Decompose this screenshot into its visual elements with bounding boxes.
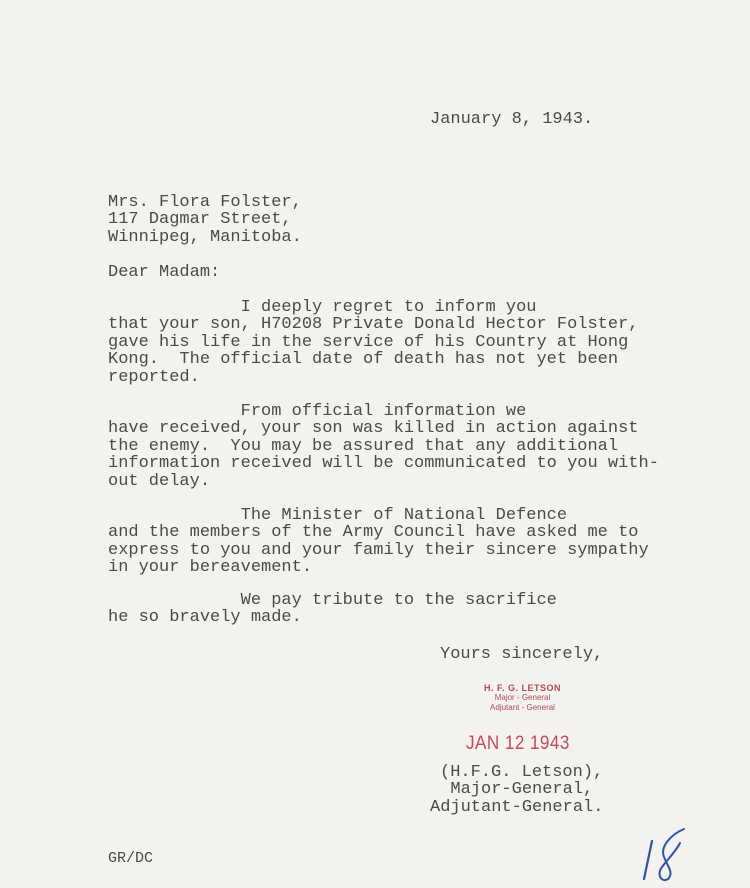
text-line: The Minister of National Defence (108, 506, 568, 525)
text-line: the enemy. You may be assured that any additional (108, 436, 619, 456)
address-line: Mrs. Flora Folster, (108, 193, 302, 212)
typist-initials: GR/DC (108, 850, 154, 867)
paragraph-1 (108, 299, 639, 386)
text-line: have received, your son was killed in action against (108, 419, 639, 439)
recipient-address (108, 194, 302, 246)
stamp-rank: Major - General (494, 693, 551, 702)
text-line: out delay. (108, 471, 211, 491)
text-line: gave his life in the service of his Country at Hong (108, 332, 629, 352)
address-line: 117 Dagmar Street, (108, 210, 292, 230)
paragraph-3 (108, 507, 649, 577)
text-line: and the members of the Army Council have asked me to (108, 523, 639, 543)
text-line: Kong. The official date of death has not yet been (108, 350, 619, 370)
paragraph-2 (108, 403, 659, 490)
text-line: reported. (108, 367, 200, 387)
stamp-name: H. F. G. LETSON (483, 683, 561, 693)
stamp-role: Adjutant - General (490, 703, 555, 712)
handwritten-number-18 (640, 823, 690, 883)
text-line: he so bravely made. (108, 608, 302, 628)
letter-date: January 8, 1943. (430, 110, 594, 129)
signature-block (430, 764, 603, 816)
received-date-stamp: JAN 12 1943 (466, 733, 570, 754)
salutation: Dear Madam: (108, 263, 221, 282)
closing: Yours sincerely, (440, 645, 604, 664)
signature-line: (H.F.G. Letson), (440, 763, 604, 782)
signature-line: Adjutant-General. (430, 797, 604, 817)
text-line: From official information we (108, 402, 527, 421)
text-line: information received will be communicated to you with- (108, 454, 659, 474)
text-line: We pay tribute to the sacrifice (108, 591, 557, 610)
text-line: that your son, H70208 Private Donald Hector Folster, (108, 315, 639, 335)
text-line: in your bereavement. (108, 558, 313, 578)
paragraph-4 (108, 592, 557, 627)
name-stamp (470, 683, 575, 713)
text-line: I deeply regret to inform you (108, 298, 537, 317)
text-line: express to you and your family their sincere sympathy (108, 540, 649, 560)
address-line: Winnipeg, Manitoba. (108, 227, 302, 247)
signature-line: Major-General, (430, 780, 594, 800)
